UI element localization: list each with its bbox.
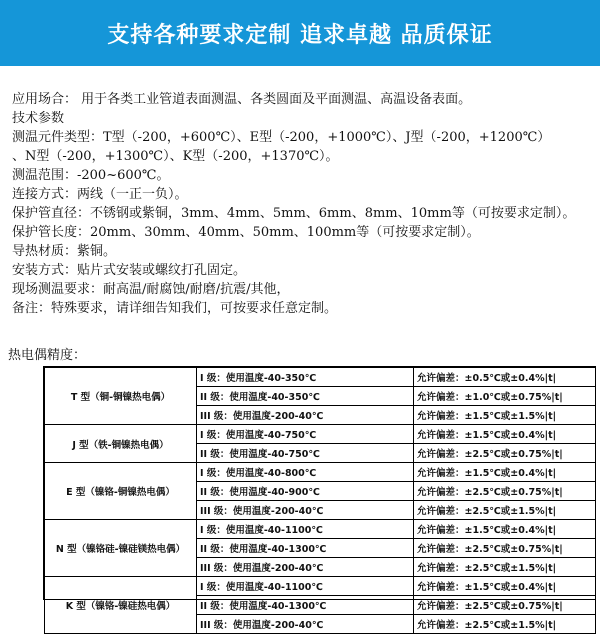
tolerance-cell: 允许偏差：±2.5℃或±1.5%|t| xyxy=(414,501,596,520)
type-cell: E 型（镍铬-铜镍热电偶） xyxy=(45,463,197,520)
technical-parameters xyxy=(12,90,597,318)
grade-cell: III 级：使用温度-200-40℃ xyxy=(197,558,414,577)
grade-cell: II 级：使用温度-40-350℃ xyxy=(197,387,414,406)
banner-slogan: 支持各种要求定制 追求卓越 品质保证 xyxy=(107,22,493,48)
table-row xyxy=(45,520,596,539)
table-row xyxy=(45,425,596,444)
param-installation: 安装方式：贴片式安装或螺纹打孔固定。 xyxy=(12,263,247,278)
grade-cell: III 级：使用温度-200-40℃ xyxy=(197,615,414,634)
grade-cell: I 级：使用温度-40-350℃ xyxy=(197,368,414,387)
accuracy-title: 热电偶精度： xyxy=(8,348,87,363)
param-site-requirements: 现场测温要求：耐高温/耐腐蚀/耐磨/抗震/其他， xyxy=(12,282,290,297)
tolerance-cell: 允许偏差：±1.5℃或±0.4%|t| xyxy=(414,577,596,596)
tolerance-cell: 允许偏差：±1.5℃或±0.4%|t| xyxy=(414,425,596,444)
grade-cell: II 级：使用温度-40-900℃ xyxy=(197,482,414,501)
param-element-types-cont: 、N型（-200，+1300℃）、K型（-200，+1370℃）。 xyxy=(12,149,339,164)
param-remarks: 备注：特殊要求，请详细告知我们，可按要求任意定制。 xyxy=(12,301,338,316)
accuracy-table xyxy=(44,367,596,634)
param-range: 测温范围：-200~600℃。 xyxy=(12,168,170,183)
tolerance-cell: 允许偏差：±1.5℃或±0.4%|t| xyxy=(414,520,596,539)
grade-cell: III 级：使用温度-200-40℃ xyxy=(197,406,414,425)
type-cell: K 型（镍铬-镍硅热电偶） xyxy=(45,577,197,634)
param-connection: 连接方式：两线（一正一负）。 xyxy=(12,187,188,202)
grade-cell: I 级：使用温度-40-1100℃ xyxy=(197,577,414,596)
tolerance-cell: 允许偏差：±2.5℃或±1.5%|t| xyxy=(414,558,596,577)
param-element-types: 测温元件类型：T型（-200，+600℃）、E型（-200，+1000℃）、J型（-200，+1200℃） xyxy=(12,130,551,145)
tolerance-cell: 允许偏差：±0.5℃或±0.4%|t| xyxy=(414,368,596,387)
param-heading: 技术参数 xyxy=(12,111,65,126)
grade-cell: II 级：使用温度-40-750℃ xyxy=(197,444,414,463)
grade-cell: I 级：使用温度-40-1100℃ xyxy=(197,520,414,539)
param-application: 应用场合： 用于各类工业管道表面测温、各类圆面及平面测温、高温设备表面。 xyxy=(12,92,472,107)
param-tube-length: 保护管长度：20mm、30mm、40mm、50mm、100mm等（可按要求定制）。 xyxy=(12,225,480,240)
tolerance-cell: 允许偏差：±2.5℃或±0.75%|t| xyxy=(414,482,596,501)
grade-cell: I 级：使用温度-40-750℃ xyxy=(197,425,414,444)
type-cell: J 型（铁-铜镍热电偶） xyxy=(45,425,197,463)
tolerance-cell: 允许偏差：±2.5℃或±0.75%|t| xyxy=(414,539,596,558)
tolerance-cell: 允许偏差：±1.5℃或±1.5%|t| xyxy=(414,406,596,425)
header-banner xyxy=(0,0,600,66)
tolerance-cell: 允许偏差：±2.5℃或±0.75%|t| xyxy=(414,596,596,615)
type-cell: N 型（镍铬硅-镍硅镁热电偶） xyxy=(45,520,197,577)
tolerance-cell: 允许偏差：±2.5℃或±1.5%|t| xyxy=(414,615,596,634)
grade-cell: II 级：使用温度-40-1300℃ xyxy=(197,539,414,558)
grade-cell: II 级：使用温度-40-1300℃ xyxy=(197,596,414,615)
accuracy-table-wrapper xyxy=(43,366,596,631)
tolerance-cell: 允许偏差：±1.0℃或±0.75%|t| xyxy=(414,387,596,406)
grade-cell: III 级：使用温度-200-40℃ xyxy=(197,501,414,520)
table-row xyxy=(45,463,596,482)
param-tube-diameter: 保护管直径：不锈钢或紫铜，3mm、4mm、5mm、6mm、8mm、10mm等（可按要求定制）。 xyxy=(12,206,576,221)
type-cell: T 型（铜-铜镍热电偶） xyxy=(45,368,197,425)
grade-cell: I 级：使用温度-40-800℃ xyxy=(197,463,414,482)
tolerance-cell: 允许偏差：±2.5℃或±0.75%|t| xyxy=(414,444,596,463)
tolerance-cell: 允许偏差：±1.5℃或±0.4%|t| xyxy=(414,463,596,482)
param-material: 导热材质：紫铜。 xyxy=(12,244,117,259)
table-row xyxy=(45,368,596,387)
table-row xyxy=(45,577,596,596)
